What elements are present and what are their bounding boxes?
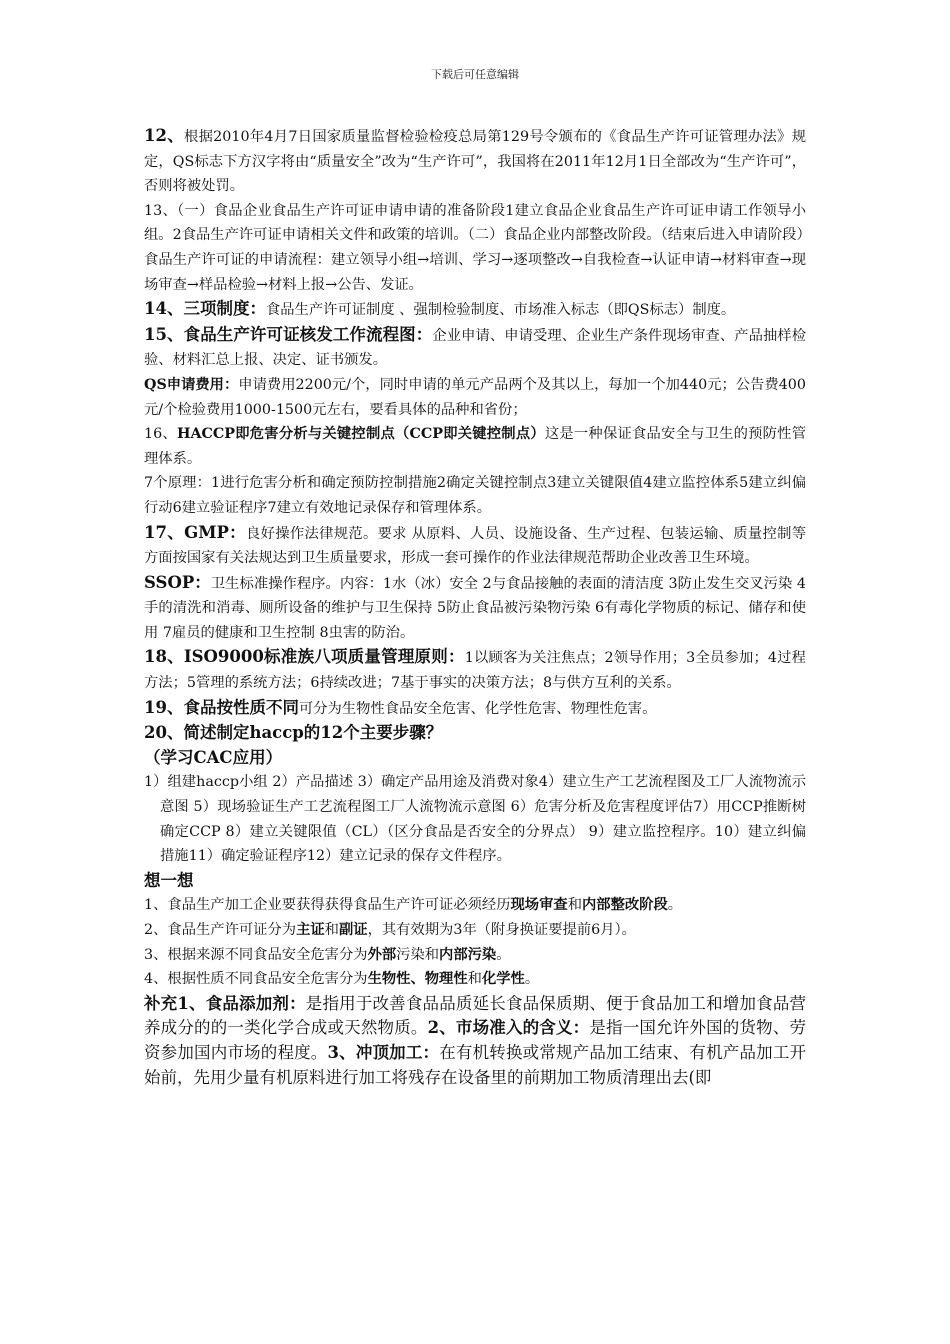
think-item-2-a: 2、食品生产许可证分为 (144, 922, 297, 938)
section-16-principles: 7个原理：1进行危害分析和确定预防控制措施2确定关键控制点3建立关键限值4建立监控体系5建立纠偏行动6建立验证程序7建立有效地记录保存和管理体系。 (144, 475, 806, 516)
section-14-heading: 14、三项制度： (144, 299, 266, 319)
page-header: 下载后可任意编辑 (431, 68, 519, 81)
think-item-2 (144, 918, 806, 943)
section-16-number: 16、 (144, 426, 177, 443)
think-item-3-e: 。 (496, 946, 511, 963)
think-item-4-c: 和 (467, 971, 482, 988)
think-item-2-d: 副证 (338, 922, 368, 938)
section-15 (144, 323, 806, 373)
section-14 (144, 297, 806, 323)
think-item-1 (144, 893, 806, 918)
section-qs-fee (144, 373, 806, 422)
section-16 (144, 422, 806, 471)
supplement-heading-1: 补充1、食品添加剂： (144, 993, 306, 1013)
section-15-heading: 15、食品生产许可证核发工作流程图： (144, 324, 433, 344)
section-12-text: 根据2010年4月7日国家质量监督检验检疫总局第129号令颁布的《食品生产许可证管理办法》规定，QS标志下方汉字将由“质量安全”改为“生产许可”，我国将在2011年12月1日全部改为“生产许可”，否则将被处罚。 (144, 129, 806, 195)
think-item-4-b: 生物性、物理性 (367, 971, 468, 988)
section-15-text: 企业申请、申请受理、企业生产条件现场审查、产品抽样检验、材料汇总上报、决定、证书颁发。 (144, 327, 807, 369)
think-item-3-a: 3、根据来源不同食品安全危害分为 (144, 946, 368, 963)
section-16-text: 这是一种保证食品安全与卫生的预防性管理体系。 (144, 426, 806, 467)
section-17-heading: 17、GMP： (144, 522, 247, 542)
section-16-heading: HACCP即危害分析与关键控制点（CCP即关键控制点） (176, 426, 545, 443)
think-item-3-d: 内部污染 (439, 946, 497, 963)
supplement-heading-3: 3、冲顶加工： (327, 1042, 440, 1062)
think-item-1-a: 1、食品生产加工企业要获得获得食品生产许可证必须经历 (144, 897, 511, 914)
qs-fee-text: 申请费用2200元/个，同时申请的单元产品两个及其以上，每加一个加440元；公告费400元/个检验费用1000-1500元左右，要看具体的品种和省份； (144, 376, 807, 418)
supplement-heading-2: 2、市场准入的含义： (427, 1018, 590, 1038)
supplement-text-1: 是指用于改善食品品质延长食品保质期、便于食品加工和增加食品营养成分的的一类化学合成或天然物质。 (144, 993, 806, 1038)
section-20-heading: 20、简述制定haccp的12个主要步骤？ (144, 723, 443, 743)
think-item-2-c: 和 (324, 922, 339, 938)
think-item-4-e: 。 (524, 971, 540, 988)
ssop-heading: SSOP： (144, 572, 211, 592)
section-19 (144, 696, 806, 722)
section-12 (144, 124, 806, 199)
think-item-1-c: 和 (567, 897, 582, 914)
supplement-text-2: 是指一国允许外国的货物、劳资参加国内市场的程度。 (144, 1018, 807, 1062)
think-item-4 (144, 967, 806, 992)
section-13-process: 食品生产许可证的申请流程：建立领导小组→培训、学习→逐项整改→自我检查→认证申请→材料审查→现场审查→样品检验→材料上报→公告、发证。 (144, 251, 806, 293)
think-item-4-d: 化学性 (481, 971, 525, 988)
think-title: 想一想 (144, 870, 194, 890)
supplement-section (144, 992, 806, 1090)
section-18-text: 1以顾客为关注焦点；2领导作用；3全员参加；4过程方法；5管理的系统方法；6持续改进；7基于事实的决策方法；8与供方互利的关系。 (144, 650, 806, 692)
think-item-3 (144, 943, 806, 968)
ssop-text: 卫生标准操作程序。内容：1水（冰）安全 2与食品接触的表面的清洁度 3防止发生交叉污染 4手的清洗和消毒、厕所设备的维护与卫生保持 5防止食品被污染物污染 6有毒化学物质的标记、储存和使用 7雇员的健康和卫生控制 8虫害的防治。 (144, 575, 807, 641)
think-item-3-b: 外部 (367, 946, 397, 963)
qs-fee-heading: QS申请费用： (144, 376, 239, 393)
think-item-1-d: 内部整改阶段 (582, 897, 668, 914)
document-body (144, 124, 811, 1090)
think-item-1-b: 现场审查 (510, 897, 568, 914)
section-18-heading: 18、ISO9000标准族八项质量管理原则： (144, 647, 465, 667)
section-17 (144, 521, 806, 571)
section-19-text: 可分为生物性食品安全危害、化学性危害、物理性危害。 (298, 700, 657, 717)
section-14-text: 食品生产许可证制度 、强制检验制度、市场准入标志（即QS标志）制度。 (265, 302, 736, 319)
section-12-number: 12、 (144, 126, 185, 145)
section-20-subheading: （学习CAC应用） (144, 747, 283, 767)
section-20-steps: 1）组建haccp小组 2）产品描述 3）确定产品用途及消费对象4）建立生产工艺流程图及工厂人流物流示意图 5）现场验证生产工艺流程图工厂人流物流示意图 6）危害分析及危害程度评估7）用CCP推断树确定CCP 8）建立关键限值（CL）（区分食品是否安全的分界点） 9）建立监控程序。10）建立纠偏措施11）确定验证程序12）建立记录的保存文件程序。 (144, 774, 806, 865)
think-item-3-c: 污染和 (396, 946, 440, 963)
section-13: 13、（一）食品企业食品生产许可证申请申请的准备阶段1建立食品企业食品生产许可证申请工作领导小组。2食品生产许可证申请相关文件和政策的培训。（二）食品企业内部整改阶段。（结束后进入申请阶段） (144, 202, 811, 244)
section-18 (144, 645, 806, 695)
section-17-text: 良好操作法律规范。要求 从原料、人员、设施设备、生产过程、包装运输、质量控制等方面按国家有关法规达到卫生质量要求，形成一套可操作的作业法律规范帮助企业改善卫生环境。 (144, 525, 806, 567)
supplement-text-3: 在有机转换或常规产品加工结束、有机产品加工开始前，先用少量有机原料进行加工将残存在设备里的前期加工物质清理出去(即 (144, 1042, 807, 1087)
think-item-2-e: ，其有效期为3年（附身换证要提前6月）。 (367, 922, 636, 938)
think-item-1-e: 。 (667, 897, 683, 914)
think-item-2-b: 主证 (296, 922, 325, 938)
think-item-4-a: 4、根据性质不同食品安全危害分为 (144, 971, 368, 988)
section-19-heading: 19、食品按性质不同 (144, 697, 299, 717)
section-ssop (144, 571, 806, 646)
